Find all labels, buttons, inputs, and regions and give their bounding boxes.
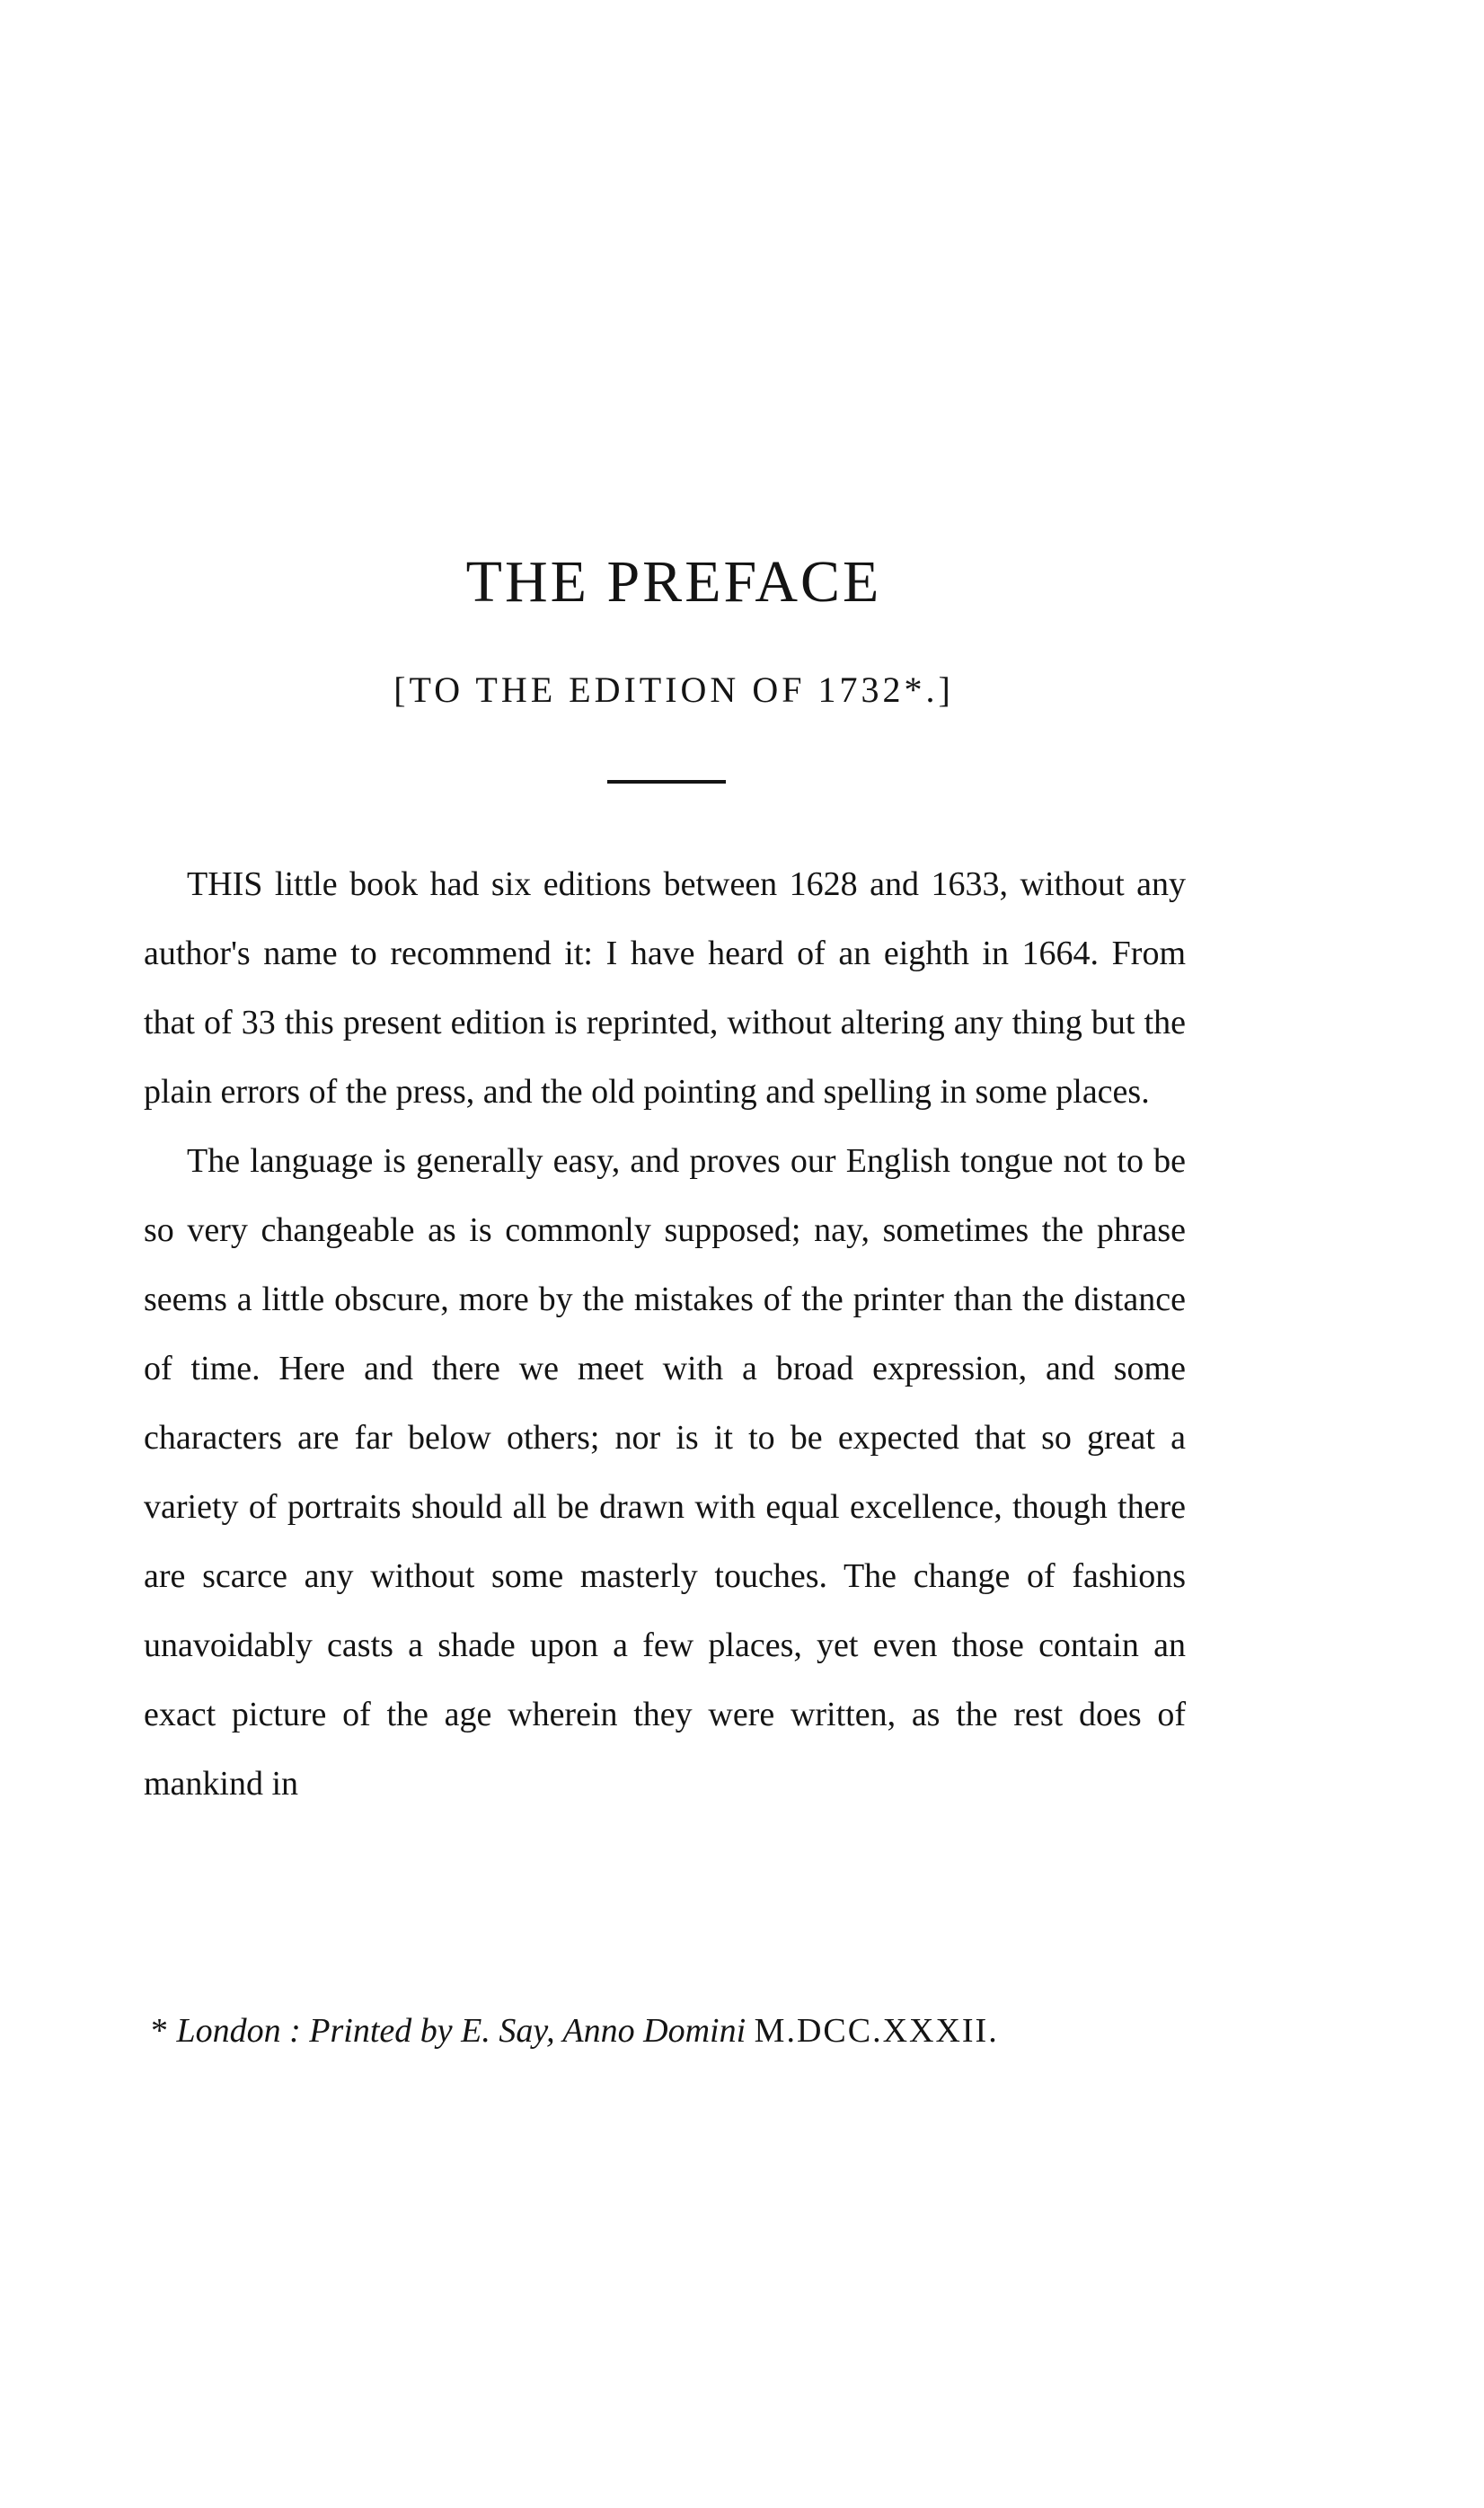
page-title: THE PREFACE — [465, 549, 882, 615]
page-subtitle: [TO THE EDITION OF 1732*.] — [393, 669, 954, 710]
footnote — [144, 2004, 1186, 2058]
title-divider — [607, 780, 726, 784]
footnote-date: M.DCC.XXXII. — [754, 2012, 999, 2050]
paragraph: The language is generally easy, and proves our English tongue not to be so very changeable as is commonly supposed; nay, sometimes the phrase seems a little obscure, more by the mistakes of the printer than the distance of time. Here and there we meet with a broad expression, and some characters are far below others; nor is it to be expected that so great a variety of portraits should all be drawn with equal excellence, though there are scarce any without some masterly touches. The change of fashions unavoidably casts a shade upon a few places, yet even those contain an exact picture of the age wherein they were written, as the rest does of mankind in — [144, 1142, 1186, 1803]
paragraph: THIS little book had six editions between 1628 and 1633, without any author's name to recommend it: I have heard of an eighth in 1664. From that of 33 this present edition is reprinted, without altering any thing but the plain errors of the press, and the old pointing and spelling in some places. — [144, 865, 1186, 1111]
preface-body — [144, 850, 1186, 1819]
footnote-imprint: London : Printed by E. Say, Anno Domini — [176, 2012, 746, 2050]
footnote-mark: * — [151, 2012, 168, 2050]
